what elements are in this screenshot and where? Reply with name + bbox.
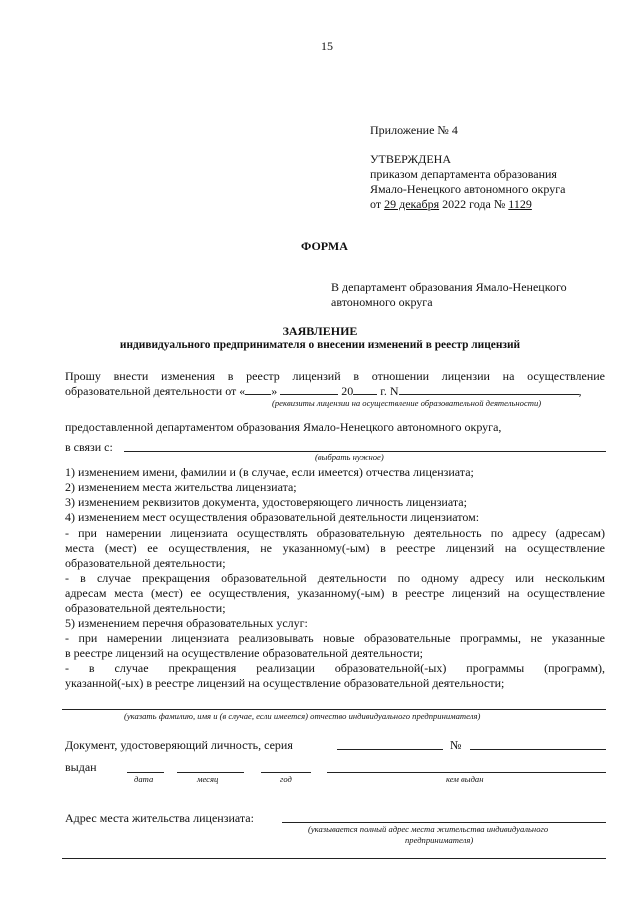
- request-line2-c: 20: [338, 384, 354, 398]
- provided-by: предоставленной департаментом образования Ямало-Ненецкого автономного округа,: [65, 420, 502, 434]
- address-hint-2: предпринимателя): [405, 835, 474, 845]
- month-blank: [280, 384, 338, 395]
- item-4: 4) изменением мест осуществления образовательной деятельности лицензиатом:: [65, 510, 480, 524]
- p3-line2: в реестре лицензий на осуществление образовательной деятельности;: [65, 646, 423, 660]
- in-connection: в связи с:: [65, 440, 113, 454]
- p2-line3: образовательной деятельности;: [65, 601, 226, 615]
- item-5: 5) изменением перечня образовательных услуг:: [65, 616, 308, 630]
- issued-label: выдан: [65, 760, 97, 774]
- date-value: 29 декабря: [384, 197, 440, 211]
- document-series-line: [337, 749, 443, 750]
- form-title: ФОРМА: [301, 239, 348, 253]
- statement-subtitle: индивидуального предпринимателя о внесении изменений в реестр лицензий: [119, 339, 521, 351]
- request-line2-e: ,: [578, 384, 582, 398]
- year-blank: [353, 384, 377, 395]
- approved-line2: Ямало-Ненецкого автономного округа: [370, 182, 566, 196]
- year-hint: год: [280, 774, 292, 784]
- p3-line1: - при намерении лицензиата реализовывать новые образовательные программы, не указанные: [65, 631, 605, 645]
- approved-heading: УТВЕРЖДЕНА: [370, 152, 452, 166]
- date-mid: 2022 года №: [439, 197, 509, 211]
- request-line2-a: образовательной деятельности от «: [65, 384, 246, 398]
- license-number-blank: [399, 384, 579, 395]
- month-hint: месяц: [197, 774, 219, 784]
- document-label: Документ, удостоверяющий личность, серия: [65, 738, 293, 752]
- document-number-line: [470, 749, 606, 750]
- request-line2-b: »: [271, 384, 281, 398]
- p2-line2: адресам места (мест) ее осуществления, указанному(-ым) в реестре лицензий на осуществление: [65, 586, 605, 600]
- p1-line1: - при намерении лицензиата осуществлять образовательную деятельность по адресу (адресам): [65, 526, 605, 540]
- p1-line2: места (мест) ее осуществления, не указанному(-ым) в реестре лицензий на осуществление: [65, 541, 605, 555]
- applicant-name-line: [62, 709, 606, 710]
- p1-line3: образовательной деятельности;: [65, 556, 226, 570]
- approved-line1: приказом департамента образования: [370, 167, 557, 181]
- approved-date-line: [370, 196, 532, 212]
- issue-month-line: [177, 772, 244, 773]
- requisites-hint: (реквизиты лицензии на осуществление образовательной деятельности): [272, 398, 542, 408]
- p4-line2: указанной(-ых) в реестре лицензий на осуществление образовательной деятельности;: [65, 676, 505, 690]
- p2-line1: - в случае прекращения образовательной деятельности по одному адресу или нескольким: [65, 571, 605, 585]
- day-blank: [245, 384, 271, 395]
- address-bottom-line: [62, 858, 606, 859]
- appendix-label: Приложение № 4: [370, 123, 458, 137]
- number-sign: №: [450, 738, 462, 752]
- statement-title: ЗАЯВЛЕНИЕ: [282, 324, 358, 338]
- request-line2-d: г. N: [377, 384, 399, 398]
- choose-hint: (выбрать нужное): [315, 452, 384, 462]
- issuer-hint: кем выдан: [446, 774, 484, 784]
- item-1: 1) изменением имени, фамилии и (в случае, если имеется) отчества лицензиата;: [65, 465, 474, 479]
- addressee-line2: автономного округа: [331, 295, 433, 309]
- page-number: 15: [321, 39, 333, 53]
- item-2: 2) изменением места жительства лицензиата;: [65, 480, 297, 494]
- p4-line1: - в случае прекращения реализации образовательной(-ых) программы (программ),: [65, 661, 605, 675]
- address-label: Адрес места жительства лицензиата:: [65, 811, 254, 825]
- order-number: 1129: [508, 197, 532, 211]
- addressee-line1: В департамент образования Ямало-Ненецкого: [331, 280, 567, 294]
- address-line: [282, 822, 606, 823]
- issuer-line: [327, 772, 606, 773]
- request-line2: [65, 383, 582, 399]
- date-hint: дата: [134, 774, 154, 784]
- date-prefix: от: [370, 197, 385, 211]
- request-line1: Прошу внести изменения в реестр лицензий в отношении лицензии на осуществление: [65, 369, 605, 383]
- name-hint: (указать фамилию, имя и (в случае, если имеется) отчество индивидуального предпринимателя): [124, 711, 481, 721]
- issue-day-line: [127, 772, 164, 773]
- address-hint-1: (указывается полный адрес места жительства индивидуального: [308, 824, 549, 834]
- item-3: 3) изменением реквизитов документа, удостоверяющего личность лицензиата;: [65, 495, 467, 509]
- issue-year-line: [261, 772, 311, 773]
